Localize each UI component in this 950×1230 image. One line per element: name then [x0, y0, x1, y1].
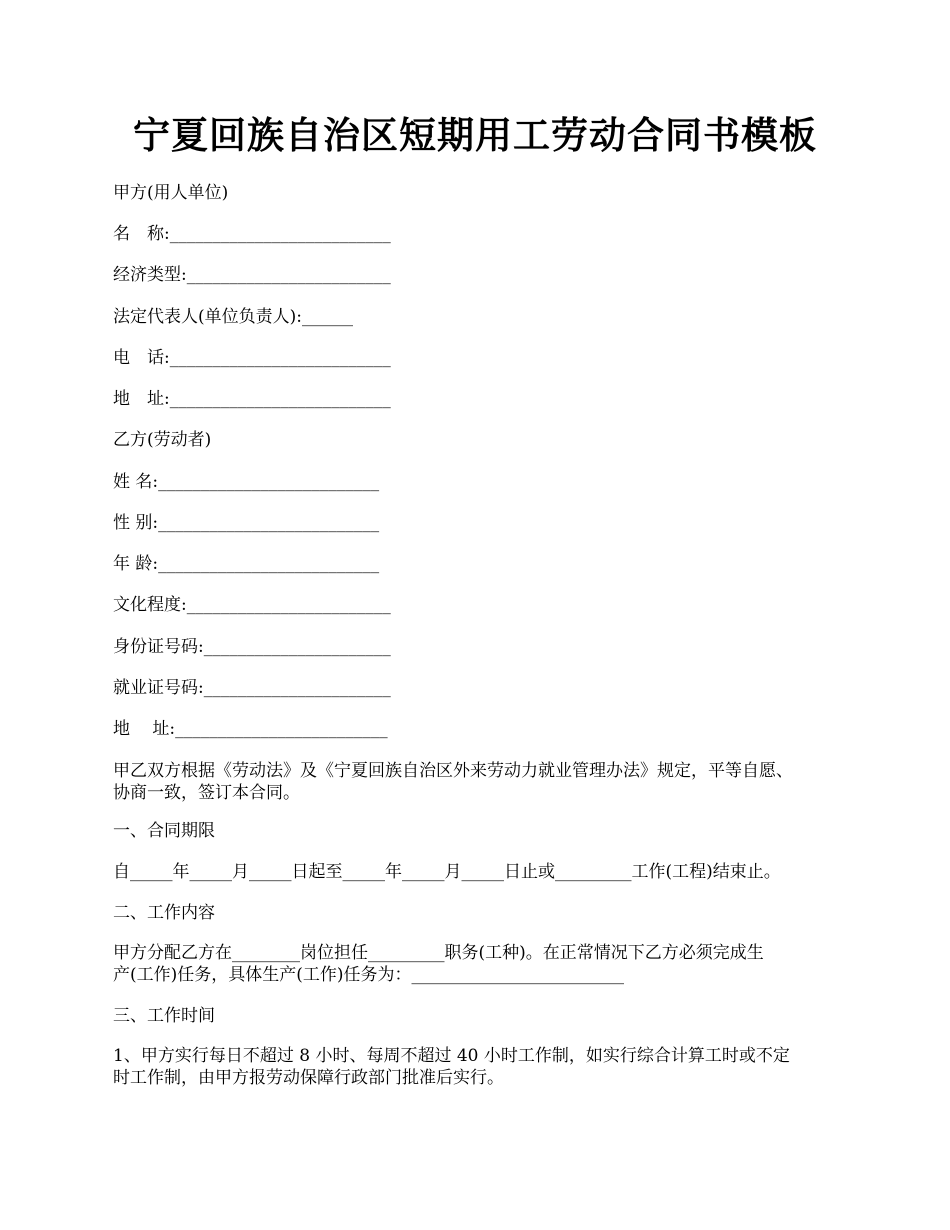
party-b-gender-field: 性 别:__________________________: [113, 513, 380, 533]
party-b-age-field: 年 龄:__________________________: [113, 554, 380, 574]
party-a-name-field: 名 称:__________________________: [113, 224, 391, 244]
section-2-paragraph: [113, 942, 853, 986]
party-b-heading: 乙方(劳动者): [113, 430, 212, 450]
section-3-paragraph: [113, 1045, 853, 1089]
party-a-phone-field: 电 话:__________________________: [113, 348, 391, 368]
party-b-employment-id-field: 就业证号码:______________________: [113, 678, 391, 698]
party-b-id-number-field: 身份证号码:______________________: [113, 637, 391, 657]
section-3-line-2: 时工作制，由甲方报劳动保障行政部门批准后实行。: [113, 1068, 504, 1088]
preamble-line-2: 协商一致，签订本合同。: [113, 783, 300, 803]
party-b-name-field: 姓 名:__________________________: [113, 472, 380, 492]
party-b-education-field: 文化程度:________________________: [113, 595, 391, 615]
preamble-paragraph: [113, 760, 853, 804]
section-2-line-1: 甲方分配乙方在________岗位担任_________职务(工种)。在正常情况下乙方必须完成生: [113, 943, 764, 963]
party-a-representative-field: 法定代表人(单位负责人):______: [113, 307, 353, 327]
party-a-heading: 甲方(用人单位): [113, 183, 229, 203]
party-a-address-field: 地 址:__________________________: [113, 389, 391, 409]
section-3-line-1: 1、甲方实行每日不超过 8 小时、每周不超过 40 小时工作制，如实行综合计算工时或不定: [113, 1046, 790, 1066]
section-1-body: 自_____年_____月_____日起至_____年_____月_____日止或_________工作(工程)结束止。: [113, 862, 781, 882]
section-2-line-2: 产(工作)任务，具体生产(工作)任务为：_________________________: [113, 965, 625, 985]
section-3-heading: 三、工作时间: [113, 1006, 215, 1026]
preamble-line-1: 甲乙双方根据《劳动法》及《宁夏回族自治区外来劳动力就业管理办法》规定，平等自愿、: [113, 761, 793, 781]
section-2-heading: 二、工作内容: [113, 903, 215, 923]
document-title: 宁夏回族自治区短期用工劳动合同书模板: [133, 114, 817, 157]
party-b-address-field: 地 址:_________________________: [113, 719, 388, 739]
section-1-heading: 一、合同期限: [113, 821, 215, 841]
party-a-economic-type-field: 经济类型:________________________: [113, 265, 391, 285]
